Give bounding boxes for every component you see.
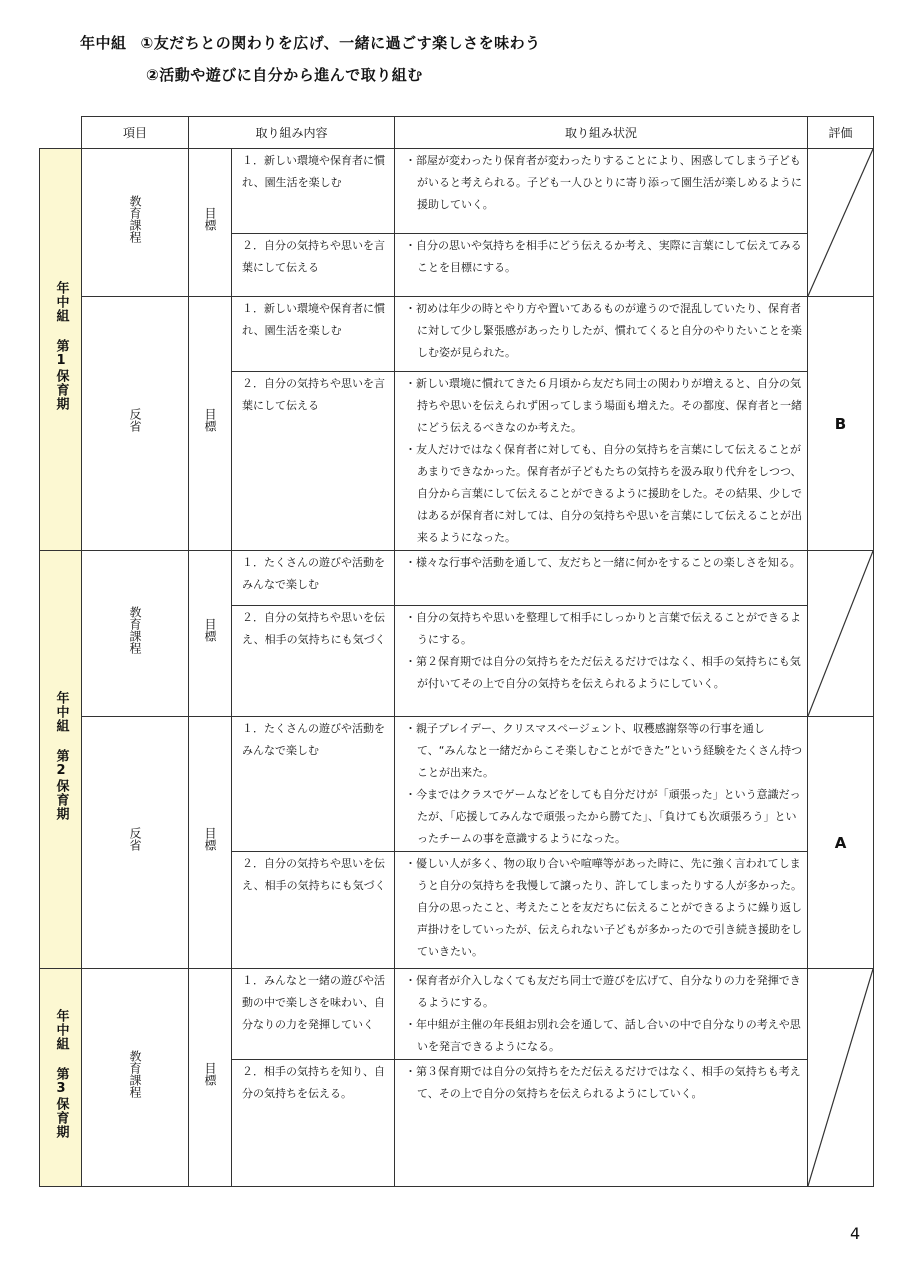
goal-2: ②活動や遊びに自分から進んで取り組む [146,66,423,84]
term3-curriculum-row-1 [40,969,874,1060]
term1-label-cell [40,149,82,551]
term1-curriculum-status-1 [395,149,808,234]
term2-reflection-status-2 [395,852,808,969]
term2-curriculum-goal-label: 目標 [203,617,217,642]
term2-reflection-label: 反省 [128,826,142,851]
term1-evaluation: B [808,297,874,551]
diagonal-slash-icon [808,551,873,716]
term1-reflection-content-1: １．新しい環境や保育者に慣れ、園生活を楽しむ [232,297,395,372]
page-number: 4 [850,1224,861,1243]
bullet-text: ・第２保育期では自分の気持ちをただ伝えるだけではなく、相手の気持ちにも気が付いてその上で自分の気持ちを伝えられるようにしていく。 [405,655,801,690]
bullet-text: ・部屋が変わったり保育者が変わったりすることにより、困惑してしまう子どもがいると考えられる。子ども一人ひとりに寄り添って園生活が楽しめるように援助していく。 [405,154,802,211]
term2-reflection-item [82,717,189,969]
term1-reflection-goal-cell [189,297,232,551]
term2-curriculum-content-1: １．たくさんの遊びや活動をみんなで楽しむ [232,551,395,606]
term3-curriculum-status-2 [395,1060,808,1187]
term1-reflection-status-1 [395,297,808,372]
bullet-text: ・今まではクラスでゲームなどをしても自分だけが「頑張った」という意識だったが、「応援してみんなで頑張ったから勝てた」、「負けても次頑張ろう」といったチームの事を意識するようになった。 [405,788,801,845]
bullet-text: ・様々な行事や活動を通して、友だちと一緒に何かをすることの楽しさを知る。 [405,556,801,569]
term2-reflection-goal-cell [189,717,232,969]
term2-reflection-content-1: １．たくさんの遊びや活動をみんなで楽しむ [232,717,395,852]
term1-curriculum-item [82,149,189,297]
bullet-text: ・新しい環境に慣れてきた６月頃から友だち同士の関わりが増えると、自分の気持ちや思いを伝えられず困ってしまう場面も増えた。その都度、保育者と一緒にどう伝えるべきなのか考えた。 [405,377,802,434]
header-blank [40,117,82,149]
term3-label: 年中組 第3保育期 [53,1008,69,1139]
term2-curriculum-item [82,551,189,717]
term3-curriculum-eval-slash [808,969,874,1187]
term3-curriculum-label: 教育課程 [128,1049,142,1098]
term3-curriculum-content-2: ２．相手の気持ちを知り、自分の気持ちを伝える。 [232,1060,395,1187]
header-eval: 評価 [808,117,874,149]
bullet-text: ・自分の気持ちや思いを整理して相手にしっかりと言葉で伝えることができるようにする。 [405,611,801,646]
bullet-text: ・優しい人が多く、物の取り合いや喧嘩等があった時に、先に強く言われてしまうと自分の気持ちを我慢して譲ったり、許してしまったりする人が多かった。自分の思ったこと、考えたことを友だちに伝えることができるように繰り返し声掛けをしていったが、伝えられない子どもが多かったので引き続き援助をしていきたい。 [405,857,802,958]
bullet-text: ・親子プレイデー、クリスマスページェント、収穫感謝祭等の行事を通して、“みんなと一緒だからこそ楽しむことができた”という経験をたくさん持つことが出来た。 [405,722,803,779]
term2-reflection-goal-label: 目標 [203,826,217,851]
term2-reflection-row-1 [40,717,874,852]
term1-reflection-label: 反省 [128,407,142,432]
term2-curriculum-goal-cell [189,551,232,717]
term1-reflection-content-2: ２．自分の気持ちや思いを言葉にして伝える [232,372,395,551]
term2-reflection-status-1 [395,717,808,852]
term2-curriculum-content-2: ２．自分の気持ちや思いを伝え、相手の気持ちにも気づく [232,606,395,717]
term1-curriculum-goal-label: 目標 [203,206,217,231]
term2-label: 年中組 第2保育期 [53,690,69,821]
diagonal-slash-icon [808,149,873,296]
bullet-text: ・自分の思いや気持ちを相手にどう伝えるか考え、実際に言葉にして伝えてみることを目標にする。 [405,239,802,274]
term3-curriculum-goal-label: 目標 [203,1061,217,1086]
term2-label-cell [40,551,82,969]
diagonal-slash-icon [808,969,873,1186]
term1-reflection-row-1 [40,297,874,372]
evaluation-table [39,116,874,1187]
term1-reflection-status-2 [395,372,808,551]
bullet-text: ・初めは年少の時とやり方や置いてあるものが違うので混乱していたり、保育者に対して少し緊張感があったりしたが、慣れてくると自分のやりたいことを楽しむ姿が見られた。 [405,302,802,359]
term1-curriculum-content-1: １．新しい環境や保育者に慣れ、園生活を楽しむ [232,149,395,234]
term3-curriculum-content-1: １．みんなと一緒の遊びや活動の中で楽しさを味わい、自分なりの力を発揮していく [232,969,395,1060]
bullet-text: ・年中組が主催の年長組お別れ会を通して、話し合いの中で自分なりの考えや思いを発言できるようになる。 [405,1018,801,1053]
bullet-text: ・保育者が介入しなくても友だち同士で遊びを広げて、自分なりの力を発揮できるようにする。 [405,974,801,1009]
term1-curriculum-content-2: ２．自分の気持ちや思いを言葉にして伝える [232,234,395,297]
header-status: 取り組み状況 [395,117,808,149]
bullet-text: ・第３保育期では自分の気持ちをただ伝えるだけではなく、相手の気持ちも考えて、その上で自分の気持ちを伝えられるようにしていく。 [405,1065,801,1100]
term2-curriculum-eval-slash [808,551,874,717]
term2-reflection-content-2: ２．自分の気持ちや思いを伝え、相手の気持ちにも気づく [232,852,395,969]
bullet-text: ・友人だけではなく保育者に対しても、自分の気持ちを言葉にして伝えることがあまりできなかった。保育者が子どもたちの気持ちを汲み取り代弁をしつつ、自分から言葉にして伝えることができるように援助をした。その結果、少しではあるが保育者に対しては、自分の気持ちや思いを言葉にして伝えることが出来るようになった。 [405,443,802,544]
page-title-line-1 [80,32,541,53]
term1-curriculum-goal-cell [189,149,232,297]
goal-1: ①友だちとの関わりを広げ、一緒に過ごす楽しさを味わう [140,34,541,52]
term2-curriculum-status-2 [395,606,808,717]
term1-reflection-goal-label: 目標 [203,407,217,432]
header-item: 項目 [82,117,189,149]
term1-curriculum-row-1 [40,149,874,234]
term3-curriculum-item [82,969,189,1187]
header-content: 取り組み内容 [189,117,395,149]
term2-curriculum-row-1 [40,551,874,606]
term3-curriculum-goal-cell [189,969,232,1187]
term1-label: 年中組 第1保育期 [53,280,69,411]
term3-label-cell [40,969,82,1187]
term2-evaluation: A [808,717,874,969]
term2-curriculum-label: 教育課程 [128,605,142,654]
term1-curriculum-eval-slash [808,149,874,297]
term1-curriculum-label: 教育課程 [128,194,142,243]
term3-curriculum-status-1 [395,969,808,1060]
class-name: 年中組 [80,34,127,52]
term2-curriculum-status-1 [395,551,808,606]
term1-reflection-item [82,297,189,551]
term1-curriculum-status-2 [395,234,808,297]
header-row [40,117,874,149]
